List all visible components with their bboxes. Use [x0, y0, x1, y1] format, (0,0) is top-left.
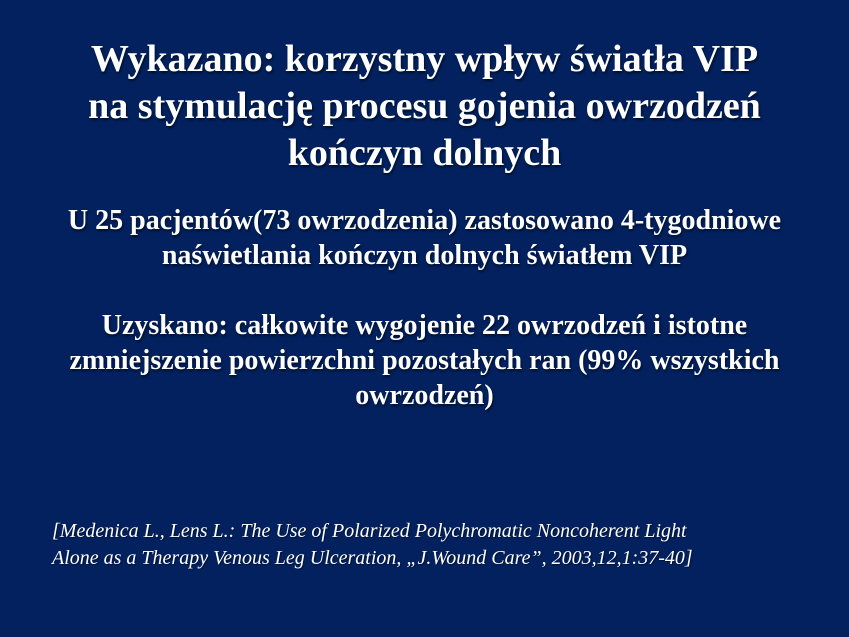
title-line: kończyn dolnych: [287, 132, 562, 174]
body-paragraph-2: [20, 308, 829, 413]
citation-line: Alone as a Therapy Venous Leg Ulceration, „J.Wound Care”, 2003,12,1:37-40]: [52, 547, 693, 569]
title-line: na stymulację procesu gojenia owrzodzeń: [88, 85, 761, 127]
body-line: zmniejszenie powierzchni pozostałych ran (99% wszystkich: [69, 345, 780, 376]
body-line: naświetlania kończyn dolnych światłem VIP: [161, 240, 688, 271]
citation: [52, 518, 789, 572]
body-line: owrzodzeń): [355, 380, 494, 411]
slide-title: [30, 36, 819, 177]
body-line: Uzyskano: całkowite wygojenie 22 owrzodzeń i istotne: [101, 310, 748, 341]
citation-line: [Medenica L., Lens L.: The Use of Polarized Polychromatic Noncoherent Light: [52, 520, 687, 542]
title-line: Wykazano: korzystny wpływ światła VIP: [90, 38, 759, 80]
body-paragraph-1: [20, 203, 829, 273]
body-line: U 25 pacjentów(73 owrzodzenia) zastosowano 4-tygodniowe: [67, 205, 782, 236]
